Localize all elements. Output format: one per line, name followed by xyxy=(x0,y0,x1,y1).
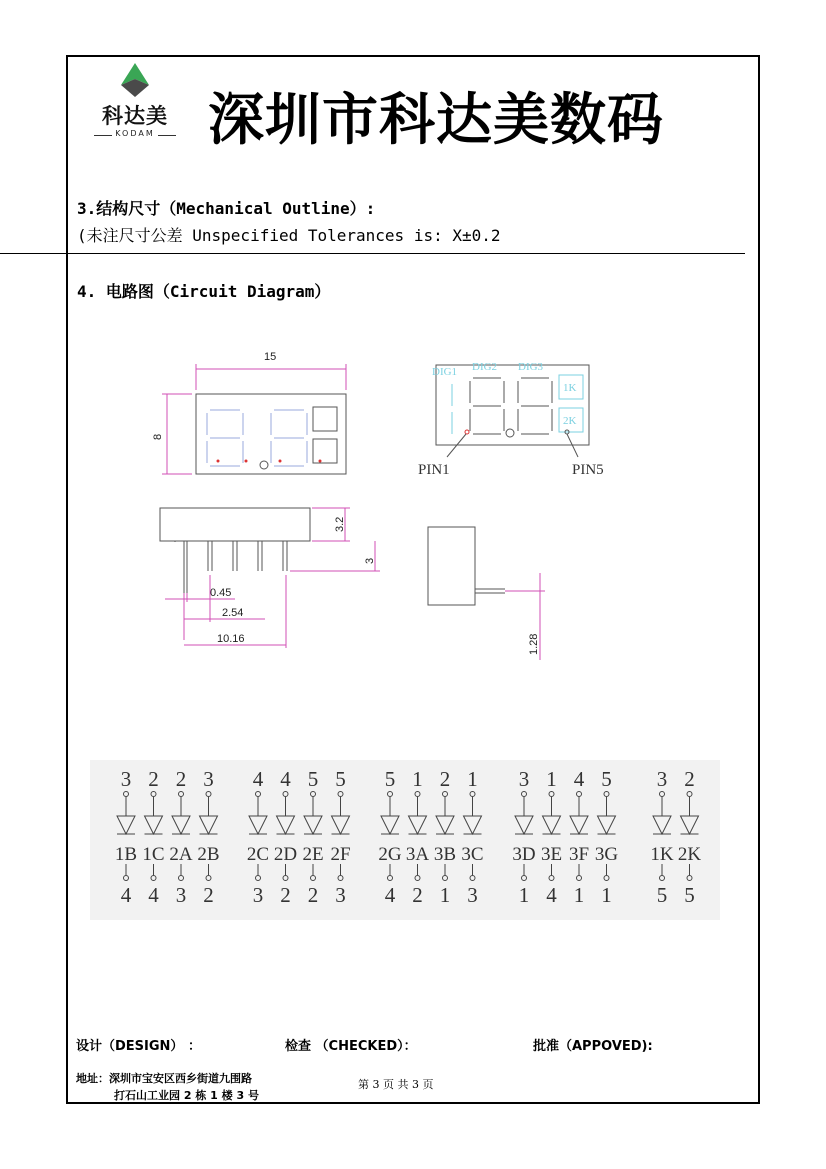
address-line-1: 地址：深圳市宝安区西乡街道九围路 xyxy=(76,1072,252,1085)
dim-side-pin-label: 1.28 xyxy=(528,633,540,655)
diode-segment-label: 2D xyxy=(273,844,298,865)
right-side-body xyxy=(428,527,475,605)
logo-brand-cn: 科达美 xyxy=(102,104,168,128)
diode-top-pin: 1 xyxy=(546,767,557,791)
side-view xyxy=(160,508,310,593)
right-side-pin xyxy=(475,589,505,593)
diode-segment-label: 3G xyxy=(594,844,619,865)
diode-segment-label: 2B xyxy=(197,844,220,865)
diode-bottom-pin: 2 xyxy=(307,883,319,907)
front-digit-2 xyxy=(271,410,307,466)
back-dp-circle xyxy=(506,429,514,437)
diode-segment-label: 2G xyxy=(378,844,402,865)
diode-bottom-pin: 4 xyxy=(546,883,557,907)
diode-segment-label: 2E xyxy=(302,844,324,865)
front-dp-circle xyxy=(260,461,268,469)
dig3-label: DIG3 xyxy=(518,361,544,373)
diode-top-pin: 5 xyxy=(601,767,612,791)
diode-bottom-pin: 2 xyxy=(203,883,214,907)
diode-bottom-pin: 1 xyxy=(601,883,612,907)
diode-top-pin: 3 xyxy=(203,767,214,791)
front-unit-box-2 xyxy=(313,439,337,463)
diode-bottom-pin: 5 xyxy=(656,883,668,907)
diode-bottom-pin: 4 xyxy=(384,883,396,907)
front-dot xyxy=(279,460,282,463)
diode-bottom-pin: 1 xyxy=(518,883,530,907)
diode-segment-label: 1K xyxy=(650,844,674,865)
diode-segment-label: 1C xyxy=(142,844,165,865)
front-unit-box-1 xyxy=(313,407,337,431)
dim-pin-pitch-label: 2.54 xyxy=(222,607,244,619)
diode-bottom-pin: 1 xyxy=(439,883,451,907)
unit-2k-label: 2K xyxy=(563,415,577,427)
diode-bottom-pin: 3 xyxy=(467,883,478,907)
dim-pin-width-label: 0.45 xyxy=(210,587,232,599)
approved-signature: 批准（APPOVED): xyxy=(533,1039,653,1054)
back-body xyxy=(436,365,589,445)
dim-height-label: 8 xyxy=(152,433,164,440)
front-digit-1 xyxy=(207,410,243,466)
diode-top-pin: 5 xyxy=(384,767,396,791)
dim-pin-span-label: 10.16 xyxy=(217,633,245,645)
side-pins xyxy=(184,541,287,593)
diode-bottom-pin: 4 xyxy=(148,883,159,907)
design-signature: 设计（DESIGN） ： xyxy=(76,1039,201,1054)
pin1-marker xyxy=(465,430,469,434)
right-side-view xyxy=(428,527,505,605)
diode-top-pin: 4 xyxy=(280,767,291,791)
diode-segment-label: 3D xyxy=(512,844,536,865)
unit-1k-label: 1K xyxy=(563,382,577,394)
company-name: 深圳市科达美数码 xyxy=(208,88,664,153)
front-dot xyxy=(217,460,220,463)
diode-top-pin: 2 xyxy=(175,767,187,791)
address xyxy=(76,1070,259,1104)
diode-top-pin: 5 xyxy=(335,767,346,791)
diode-segment-label: 3F xyxy=(568,844,590,865)
diode-bottom-pin: 3 xyxy=(175,883,187,907)
diode-bottom-pin: 5 xyxy=(684,883,695,907)
diode-top-pin: 3 xyxy=(120,767,132,791)
diode-top-pin: 3 xyxy=(656,767,668,791)
diode-bottom-pin: 1 xyxy=(573,883,585,907)
pin1-label: PIN1 xyxy=(418,462,450,478)
tolerance-note: (未注尺寸公差 Unspecified Tolerances is: X±0.2 xyxy=(77,226,501,245)
diode-top-pin: 1 xyxy=(412,767,423,791)
diode-bottom-pin: 4 xyxy=(120,883,132,907)
dim-width-label: 15 xyxy=(264,351,277,363)
front-dot xyxy=(319,460,322,463)
dim-depth-label: 3.2 xyxy=(334,516,346,532)
dig2-label: DIG2 xyxy=(472,361,498,373)
address-line-2: 打石山工业园 2 栋 1 楼 3 号 xyxy=(114,1089,259,1102)
front-view xyxy=(196,394,346,474)
side-body xyxy=(160,508,310,541)
checked-signature: 检查 （CHECKED）： xyxy=(285,1039,417,1054)
diode-segment-label: 2A xyxy=(169,844,193,865)
diode-top-pin: 2 xyxy=(439,767,451,791)
diode-top-pin: 1 xyxy=(467,767,478,791)
back-digit-2 xyxy=(470,378,504,434)
pin5-label: PIN5 xyxy=(572,462,604,478)
page-number: 第 3 页 共 3 页 xyxy=(358,1078,434,1091)
diode-segment-label: 3A xyxy=(405,844,430,865)
side-dimensions xyxy=(165,508,380,648)
dim-pin-length-label: 3 xyxy=(364,557,376,564)
diode-bottom-pin: 2 xyxy=(280,883,291,907)
back-digit-3 xyxy=(518,378,552,434)
front-dimensions xyxy=(162,364,346,474)
dig1-label: DIG1 xyxy=(432,366,458,378)
diode-segment-label: 2K xyxy=(677,844,702,865)
diode-segment-label: 3C xyxy=(461,844,484,865)
diode-segment-label: 3E xyxy=(540,844,563,865)
diode-segment-label: 1B xyxy=(114,844,138,865)
diode-top-pin: 4 xyxy=(252,767,264,791)
diode-segment-label: 3B xyxy=(433,844,457,865)
diode-segment-label: 2C xyxy=(246,844,270,865)
back-view xyxy=(436,365,589,457)
diode-top-pin: 2 xyxy=(148,767,159,791)
diode-bottom-pin: 3 xyxy=(252,883,264,907)
diode-segment-label: 2F xyxy=(330,844,351,865)
diode-top-pin: 4 xyxy=(573,767,585,791)
section4-title: 4. 电路图（Circuit Diagram） xyxy=(77,282,331,301)
diode-top-pin: 5 xyxy=(307,767,319,791)
diode-top-pin: 3 xyxy=(518,767,530,791)
diode-bottom-pin: 2 xyxy=(412,883,423,907)
diode-top-pin: 2 xyxy=(684,767,695,791)
logo-brand-en: KODAM xyxy=(115,129,155,138)
diode-bottom-pin: 3 xyxy=(335,883,346,907)
front-dot xyxy=(245,460,248,463)
section3-title: 3.结构尺寸（Mechanical Outline）: xyxy=(77,199,376,218)
